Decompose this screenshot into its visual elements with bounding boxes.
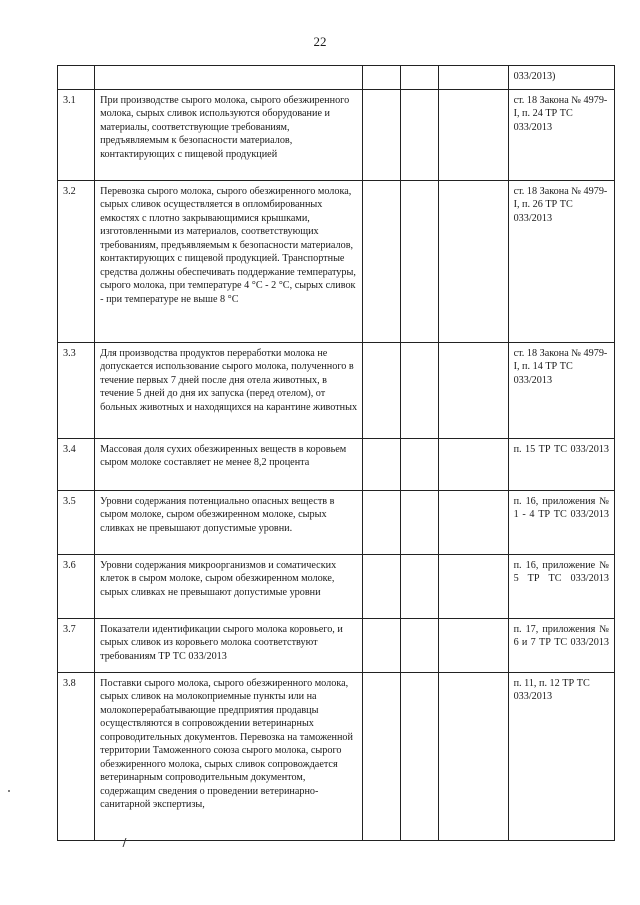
requirement-text: Показатели идентификации сырого молока коровьего, и сырых сливок из коровьего молока соответствуют требованиям ТР ТС 033/2013: [95, 619, 363, 673]
empty-cell: [401, 673, 439, 841]
table-row: [58, 439, 615, 491]
page-number: 22: [313, 34, 327, 49]
empty-cell: [439, 181, 508, 343]
table-row: [58, 181, 615, 343]
empty-cell: [439, 491, 508, 555]
row-number: 3.1: [58, 90, 95, 181]
empty-cell: [363, 90, 401, 181]
empty-cell: [363, 66, 401, 90]
empty-cell: [439, 90, 508, 181]
empty-cell: [401, 555, 439, 619]
requirement-text: [95, 66, 363, 90]
row-number: 3.6: [58, 555, 95, 619]
reference-text: п. 16, приложение № 5 ТР ТС 033/2013: [508, 555, 614, 619]
reference-text: п. 16, приложения № 1 - 4 ТР ТС 033/2013: [508, 491, 614, 555]
scan-speck: [8, 790, 10, 792]
requirement-text: Уровни содержания микроорганизмов и соматических клеток в сыром молоке, сыром обезжиренном молоке, сырых сливках не превышают допустимые уровни: [95, 555, 363, 619]
row-number: 3.4: [58, 439, 95, 491]
empty-cell: [363, 555, 401, 619]
requirement-text: Поставки сырого молока, сырого обезжиренного молока, сырых сливок на молокоприемные пункты или на молокоперерабатывающие предприятия продавцы осуществляются в сопровождении ветеринарных сопроводительных документов. Перевозка на таможенной территории Таможенного союза сырого молока, сырого обезжиренного молока, сырых сливок сопровождается ветеринарным сопроводительным документом, содержащим сведения о проведении ветеринарно-санитарной экспертизы,: [95, 673, 363, 841]
empty-cell: [363, 491, 401, 555]
requirement-text: Перевозка сырого молока, сырого обезжиренного молока, сырых сливок осуществляется в опломбированных емкостях с плотно закрывающимися крышками, изготовленными из материалов, соответствующих требованиям, предъявляемым к безопасности материалов, контактирующих с пищевой продукцией. Транспортные средства должны обеспечивать поддержание температуры, сырого молока, при температуре 4 °С - 2 °С, сырых сливок - при температуре не выше 8 °С: [95, 181, 363, 343]
empty-cell: [401, 439, 439, 491]
empty-cell: [439, 439, 508, 491]
requirement-text: При производстве сырого молока, сырого обезжиренного молока, сырых сливок используются оборудование и материалы, соответствующие требованиям, предъявляемым к безопасности материалов, контактирующих с пищевой продукцией: [95, 90, 363, 181]
empty-cell: [363, 673, 401, 841]
requirement-text: Массовая доля сухих обезжиренных веществ в коровьем сыром молоке составляет не менее 8,2 процента: [95, 439, 363, 491]
requirement-text: Для производства продуктов переработки молока не допускается использование сырого молока, полученного в течение первых 7 дней после дня отела животных, в течение 5 дней до дня их запуска (перед отелом), от больных животных и находящихся на карантине животных: [95, 343, 363, 439]
row-number: 3.3: [58, 343, 95, 439]
empty-cell: [439, 673, 508, 841]
table-row: [58, 555, 615, 619]
empty-cell: [363, 439, 401, 491]
reference-text: п. 15 ТР ТС 033/2013: [508, 439, 614, 491]
empty-cell: [363, 181, 401, 343]
empty-cell: [439, 555, 508, 619]
empty-cell: [401, 90, 439, 181]
empty-cell: [439, 66, 508, 90]
requirement-text: Уровни содержания потенциально опасных веществ в сыром молоке, сыром обезжиренном молоке, сырых сливках не превышают допустимые уровни.: [95, 491, 363, 555]
reference-text: 033/2013): [508, 66, 614, 90]
table-row: [58, 619, 615, 673]
reference-text: ст. 18 Закона № 4979-I, п. 24 ТР ТС 033/2013: [508, 90, 614, 181]
reference-text: ст. 18 Закона № 4979-I, п. 14 ТР ТС 033/2013: [508, 343, 614, 439]
empty-cell: [401, 66, 439, 90]
row-number: 3.7: [58, 619, 95, 673]
empty-cell: [439, 343, 508, 439]
table-row: [58, 343, 615, 439]
requirements-table: [57, 65, 615, 841]
row-number: [58, 66, 95, 90]
empty-cell: [401, 619, 439, 673]
reference-text: п. 11, п. 12 ТР ТС 033/2013: [508, 673, 614, 841]
empty-cell: [363, 619, 401, 673]
empty-cell: [439, 619, 508, 673]
table-row: [58, 90, 615, 181]
table-row: [58, 673, 615, 841]
table-row: [58, 491, 615, 555]
empty-cell: [401, 343, 439, 439]
reference-text: ст. 18 Закона № 4979-I, п. 26 ТР ТС 033/2013: [508, 181, 614, 343]
empty-cell: [401, 491, 439, 555]
row-number: 3.5: [58, 491, 95, 555]
empty-cell: [363, 343, 401, 439]
reference-text: п. 17, приложения № 6 и 7 ТР ТС 033/2013: [508, 619, 614, 673]
table-row: [58, 66, 615, 90]
row-number: 3.8: [58, 673, 95, 841]
row-number: 3.2: [58, 181, 95, 343]
empty-cell: [401, 181, 439, 343]
pen-stroke-mark: [123, 838, 131, 847]
